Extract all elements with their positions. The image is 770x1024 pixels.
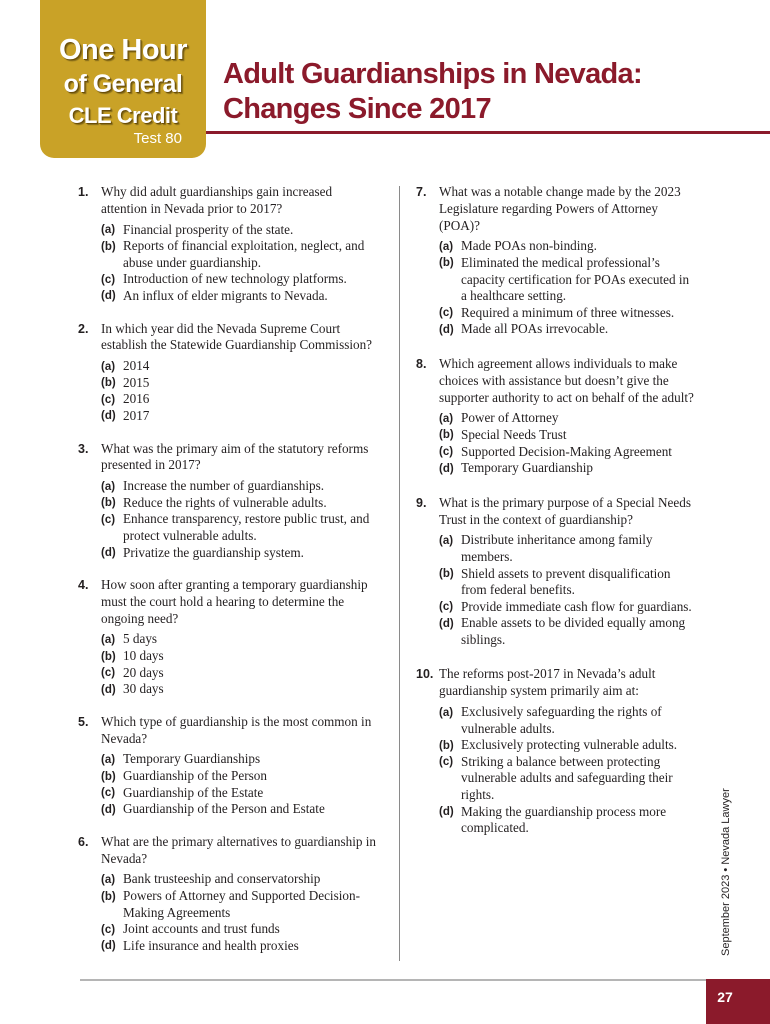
answer-option-d	[101, 801, 378, 818]
option-text: Privatize the guardianship system.	[123, 544, 304, 560]
answer-option-c	[439, 754, 698, 804]
question-9	[416, 495, 698, 649]
answer-option-a	[101, 222, 378, 239]
option-text: Distribute inheritance among family members.	[461, 532, 653, 564]
option-letter: (a)	[101, 360, 116, 373]
question-text: How soon after granting a temporary guardianship must the court hold a hearing to determine the ongoing need?	[101, 577, 368, 626]
question-text: What was a notable change made by the 2023 Legislature regarding Powers of Attorney (POA)?	[439, 184, 681, 233]
option-text: Financial prosperity of the state.	[123, 221, 294, 237]
option-letter: (d)	[101, 547, 116, 559]
option-text: Shield assets to prevent disqualification from federal benefits.	[461, 565, 671, 598]
badge-test-number: Test 80	[133, 130, 182, 147]
option-text: Provide immediate cash flow for guardians.	[461, 598, 692, 614]
question-text: Why did adult guardianships gain increased attention in Nevada prior to 2017?	[101, 184, 333, 216]
option-letter: (d)	[439, 323, 454, 336]
answer-option-c	[439, 444, 698, 461]
option-text: Increase the number of guardianships.	[123, 478, 325, 494]
answer-option-a	[439, 532, 698, 565]
question-text: The reforms post-2017 in Nevada’s adult guardianship system primarily aim at:	[439, 666, 656, 699]
badge-line-one-hour: One Hour	[58, 34, 188, 66]
option-letter: (b)	[101, 650, 116, 663]
page-number: 27	[717, 989, 733, 1005]
answer-option-b	[101, 495, 378, 512]
question-number: 4.	[78, 578, 89, 593]
option-letter: (a)	[439, 412, 454, 425]
option-text: 2016	[123, 391, 150, 407]
answer-options	[101, 478, 378, 561]
option-text: Life insurance and health proxies	[123, 937, 299, 953]
answer-option-c	[439, 599, 698, 616]
option-text: Bank trusteeship and conservatorship	[123, 871, 321, 887]
option-text: 10 days	[123, 648, 164, 664]
option-text: Enable assets to be divided equally among siblings.	[461, 615, 686, 647]
option-text: Temporary Guardianship	[461, 460, 594, 476]
option-letter: (a)	[439, 706, 454, 719]
answer-option-b	[101, 375, 378, 392]
question-6	[78, 834, 378, 955]
option-letter: (c)	[439, 601, 454, 614]
question-number: 10.	[416, 667, 434, 682]
option-letter: (d)	[439, 806, 454, 819]
option-letter: (d)	[101, 940, 116, 953]
question-2	[78, 321, 378, 425]
answer-option-a	[439, 238, 698, 255]
option-letter: (c)	[439, 446, 454, 459]
option-letter: (d)	[101, 290, 116, 303]
option-letter: (c)	[439, 756, 454, 769]
option-text: 2017	[123, 407, 150, 423]
answer-option-a	[101, 358, 378, 375]
answer-option-d	[439, 804, 698, 837]
questions-column-left	[78, 184, 378, 970]
option-letter: (b)	[101, 770, 116, 783]
question-4	[78, 577, 378, 698]
article-title-line-2: Changes Since 2017	[223, 93, 491, 125]
question-text: In which year did the Nevada Supreme Court establish the Statewide Guardianship Commission?	[101, 320, 373, 353]
option-letter: (d)	[101, 803, 116, 816]
question-number: 8.	[416, 356, 427, 371]
option-text: Reduce the rights of vulnerable adults.	[123, 494, 327, 510]
answer-option-a	[101, 871, 378, 888]
option-text: Joint accounts and trust funds	[123, 921, 280, 937]
cle-credit-badge	[40, 0, 206, 158]
option-text: Guardianship of the Person	[123, 768, 267, 784]
option-letter: (a)	[439, 240, 454, 253]
question-number: 6.	[78, 834, 89, 849]
column-divider	[399, 186, 400, 961]
article-title-line-1: Adult Guardianships in Nevada:	[223, 58, 642, 90]
answer-options	[439, 532, 698, 648]
answer-option-b	[439, 737, 698, 754]
answer-option-d	[101, 288, 378, 305]
option-letter: (c)	[101, 787, 116, 800]
question-text: What was the primary aim of the statutory reforms presented in 2017?	[101, 440, 369, 473]
option-letter: (a)	[101, 480, 116, 493]
answer-option-c	[101, 511, 378, 544]
questions-column-right	[416, 184, 698, 855]
option-letter: (c)	[101, 393, 116, 406]
answer-option-b	[439, 255, 698, 305]
option-text: Guardianship of the Person and Estate	[123, 801, 325, 817]
option-letter: (b)	[101, 497, 116, 510]
option-letter: (d)	[439, 462, 454, 475]
answer-option-d	[101, 681, 378, 698]
option-letter: (a)	[439, 534, 454, 547]
answer-option-b	[439, 566, 698, 599]
answer-options	[101, 358, 378, 424]
page-number-tab	[706, 979, 770, 1024]
answer-option-c	[101, 665, 378, 682]
option-letter: (b)	[101, 890, 116, 903]
option-text: 30 days	[123, 681, 164, 697]
question-3	[78, 441, 378, 562]
issue-date: September 2023	[720, 874, 732, 956]
option-text: 5 days	[123, 631, 158, 647]
question-text: What are the primary alternatives to guardianship in Nevada?	[101, 833, 377, 866]
option-letter: (b)	[439, 739, 454, 752]
answer-option-b	[101, 238, 378, 271]
answer-options	[439, 238, 698, 338]
answer-option-c	[101, 271, 378, 288]
option-letter: (b)	[439, 257, 454, 270]
title-rule	[206, 131, 770, 134]
option-text: An influx of elder migrants to Nevada.	[123, 287, 328, 303]
option-text: Made POAs non-binding.	[461, 238, 597, 254]
option-letter: (b)	[439, 429, 454, 442]
question-1	[78, 184, 378, 305]
answer-option-a	[101, 478, 378, 495]
option-text: Required a minimum of three witnesses.	[461, 304, 675, 320]
option-letter: (d)	[101, 410, 116, 423]
question-5	[78, 714, 378, 818]
answer-option-a	[439, 704, 698, 737]
option-text: Powers of Attorney and Supported Decision-Making Agreements	[123, 888, 360, 920]
option-text: 2014	[123, 358, 150, 374]
option-text: Enhance transparency, restore public trust, and protect vulnerable adults.	[123, 511, 370, 543]
answer-option-c	[101, 391, 378, 408]
option-letter: (b)	[101, 240, 116, 253]
question-number: 2.	[78, 321, 89, 336]
option-letter: (c)	[439, 307, 454, 320]
question-text: Which agreement allows individuals to make choices with assistance but doesn’t give the supporter authority to act on behalf of the adult?	[439, 355, 694, 405]
option-text: Supported Decision-Making Agreement	[461, 443, 672, 459]
answer-options	[439, 704, 698, 837]
option-letter: (a)	[101, 633, 116, 646]
question-10	[416, 666, 698, 836]
option-letter: (c)	[101, 923, 116, 936]
option-text: Exclusively safeguarding the rights of vulnerable adults.	[461, 704, 662, 736]
answer-options	[101, 751, 378, 817]
option-text: 20 days	[123, 664, 164, 680]
option-text: Temporary Guardianships	[123, 751, 261, 767]
option-letter: (b)	[439, 568, 454, 580]
badge-line-general: of General	[63, 70, 183, 98]
answer-option-d	[439, 321, 698, 338]
answer-options	[101, 871, 378, 954]
publication-name: Nevada Lawyer	[720, 788, 732, 865]
option-text: Introduction of new technology platforms.	[123, 271, 347, 287]
question-number: 1.	[78, 185, 89, 199]
option-letter: (b)	[101, 377, 116, 390]
footer-rule	[80, 979, 706, 981]
option-text: Special Needs Trust	[461, 426, 567, 442]
answer-option-d	[101, 408, 378, 425]
question-text: What is the primary purpose of a Special Needs Trust in the context of guardianship?	[439, 494, 691, 527]
answer-options	[439, 410, 698, 476]
answer-option-b	[101, 648, 378, 665]
option-text: Making the guardianship process more complicated.	[461, 803, 667, 836]
option-text: Power of Attorney	[461, 410, 559, 426]
issue-sidebar-text	[720, 788, 732, 956]
answer-option-c	[101, 921, 378, 938]
answer-options	[101, 631, 378, 697]
question-number: 5.	[78, 714, 89, 729]
option-text: Guardianship of the Estate	[123, 784, 264, 800]
option-text: Striking a balance between protecting vulnerable adults and safeguarding their rights.	[461, 753, 673, 803]
badge-line-cle-credit: CLE Credit	[68, 103, 178, 128]
question-text: Which type of guardianship is the most common in Nevada?	[101, 713, 372, 746]
answer-option-d	[101, 545, 378, 562]
option-text: Made all POAs irrevocable.	[461, 321, 609, 337]
option-letter: (c)	[101, 273, 116, 286]
answer-option-b	[101, 768, 378, 785]
answer-option-c	[101, 785, 378, 802]
option-text: 2015	[123, 374, 150, 390]
option-letter: (c)	[101, 667, 116, 680]
question-number: 9.	[416, 495, 427, 510]
answer-option-c	[439, 305, 698, 322]
option-letter: (a)	[101, 753, 116, 766]
answer-option-b	[101, 888, 378, 921]
question-number: 7.	[416, 185, 427, 199]
option-letter: (a)	[101, 873, 116, 886]
option-letter: (a)	[101, 224, 116, 237]
issue-separator: •	[720, 867, 732, 872]
answer-option-d	[439, 460, 698, 477]
question-number: 3.	[78, 441, 89, 456]
answer-option-a	[439, 410, 698, 427]
option-letter: (d)	[439, 617, 454, 630]
option-text: Reports of financial exploitation, neglect, and abuse under guardianship.	[123, 238, 365, 270]
answer-option-a	[101, 631, 378, 648]
option-letter: (d)	[101, 683, 116, 696]
option-letter: (c)	[101, 513, 116, 526]
answer-option-d	[101, 938, 378, 955]
answer-option-d	[439, 615, 698, 648]
option-text: Exclusively protecting vulnerable adults.	[461, 737, 678, 753]
answer-options	[101, 222, 378, 305]
answer-option-a	[101, 751, 378, 768]
question-8	[416, 356, 698, 477]
option-text: Eliminated the medical professional’s capacity certification for POAs executed in a healthcare setting.	[461, 254, 690, 304]
answer-option-b	[439, 427, 698, 444]
question-7	[416, 184, 698, 338]
